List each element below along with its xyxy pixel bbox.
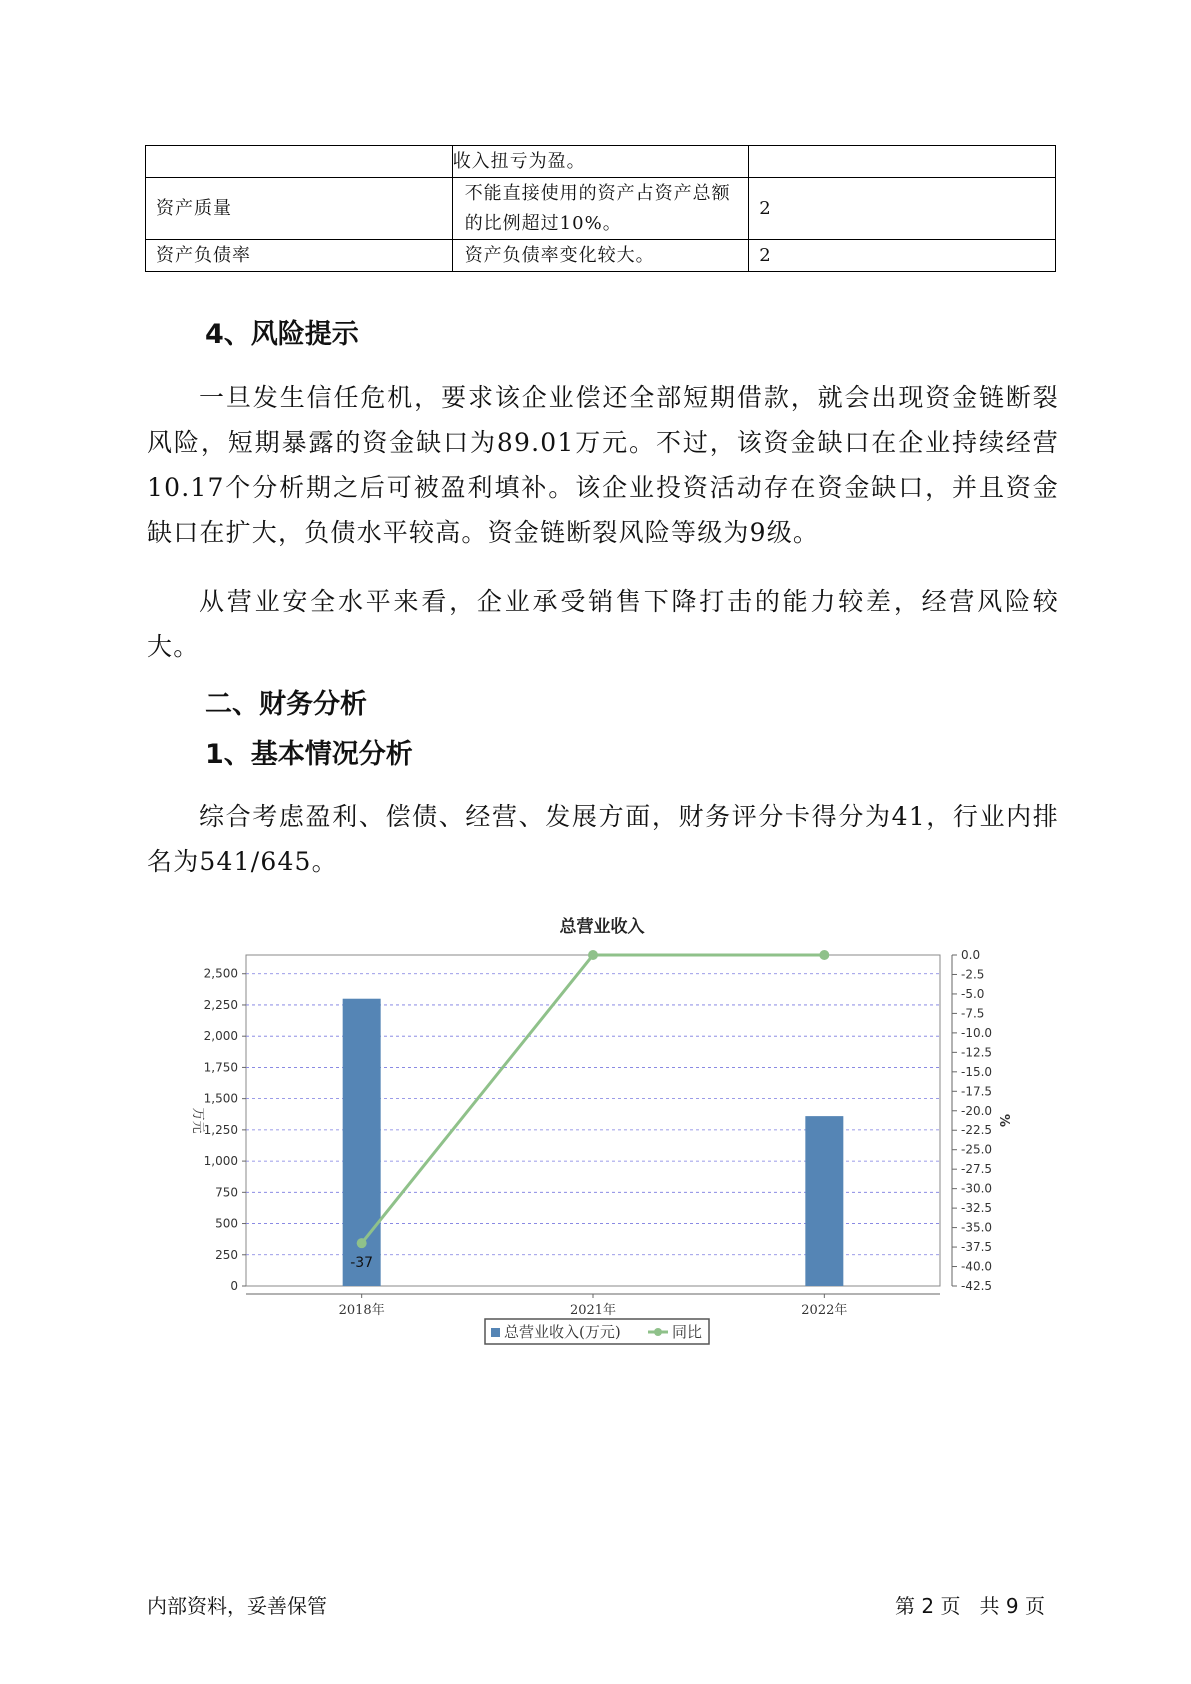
y-tick-label: 250 [215, 1247, 238, 1262]
y2-tick-label: -25.0 [961, 1142, 993, 1157]
point-yoy-2021年 [588, 950, 598, 960]
table-cell-desc-text: 不能直接使用的资产占资产总额的比例超过10%。 [464, 182, 731, 234]
y2-tick-label: -27.5 [961, 1162, 993, 1177]
x-tick-label: 2022年 [801, 1303, 848, 1318]
bar-revenue-2022年 [805, 1116, 843, 1286]
table-row [146, 240, 1056, 272]
table-cell-item [146, 146, 453, 178]
risk-heading: 4、风险提示 [205, 319, 359, 350]
risk-paragraph-2: 从营业安全水平来看，企业承受销售下降打击的能力较差，经营风险较大。 [147, 587, 1059, 661]
y2-tick-label: -10.0 [961, 1025, 993, 1040]
y-tick-label: 0 [230, 1279, 238, 1293]
chart-title: 总营业收入 [559, 917, 645, 937]
y2-tick-label: -15.0 [961, 1064, 993, 1079]
table-cell-desc-text: 资产负债率变化较大。 [464, 244, 655, 266]
y2-axis-label: % [996, 1113, 1011, 1128]
x-tick-label: 2021年 [569, 1303, 617, 1318]
y2-tick-label: -17.5 [961, 1084, 993, 1099]
y2-tick-label: -2.5 [961, 967, 985, 982]
y2-tick-label: -40.0 [961, 1259, 993, 1274]
table-cell-desc [452, 178, 749, 240]
risk-items-table [145, 145, 1056, 272]
point-yoy-2018年 [357, 1238, 367, 1248]
y-tick-label: 1,250 [203, 1122, 238, 1137]
y2-tick-label: -30.0 [961, 1181, 993, 1196]
y-tick-label: 1,500 [203, 1091, 238, 1106]
table-row [146, 146, 1056, 178]
y-tick-label: 1,000 [203, 1154, 238, 1169]
table-cell-item: 资产负债率 [146, 240, 453, 272]
y-axis-label: 万元 [190, 1107, 205, 1134]
y-tick-label: 750 [215, 1185, 238, 1200]
y-tick-label: 2,000 [203, 1029, 238, 1044]
table-row [146, 178, 1056, 240]
footer-page-number: 第 2 页 共 9 页 [895, 1594, 1045, 1618]
risk-paragraph-1: 一旦发生信任危机，要求该企业偿还全部短期借款，就会出现资金链断裂风险，短期暴露的资金缺口为89.01万元。不过，该资金缺口在企业持续经营 10.17个分析期之后可被盈利填补。该企业投资活动存在资金缺口，并且资金缺口在扩大，负债水平较高。资金链断裂风险等级为9级。 [147, 383, 1059, 547]
y2-tick-label: -35.0 [961, 1220, 993, 1235]
legend-label-revenue: 总营业收入(万元) [504, 1323, 621, 1341]
table-cell-score: 2 [749, 240, 1056, 272]
basic-analysis-heading: 1、基本情况分析 [205, 739, 413, 770]
revenue-chart [170, 900, 1030, 1370]
y-tick-label: 2,500 [203, 966, 238, 981]
y2-tick-label: -20.0 [961, 1103, 993, 1118]
legend-swatch-yoy-dot [654, 1328, 662, 1336]
y2-tick-label: -32.5 [961, 1201, 993, 1216]
point-yoy-2022年 [819, 950, 829, 960]
y2-tick-label: 0.0 [961, 948, 981, 962]
table-cell-desc: 收入扭亏为盈。 [452, 146, 749, 178]
y2-tick-label: -12.5 [961, 1045, 993, 1060]
x-tick-label: 2018年 [338, 1303, 385, 1318]
y2-tick-label: -5.0 [961, 986, 985, 1001]
y2-tick-label: -7.5 [961, 1006, 985, 1021]
basic-analysis-paragraph: 综合考虑盈利、偿债、经营、发展方面，财务评分卡得分为41，行业内排名为541/645。 [147, 802, 1059, 876]
y2-tick-label: -22.5 [961, 1123, 993, 1138]
table-cell-desc [452, 240, 749, 272]
table-cell-score: 2 [749, 178, 1056, 240]
finance-heading: 二、财务分析 [205, 689, 367, 720]
data-label-yoy: -37 [350, 1255, 374, 1272]
legend-label-yoy: 同比 [672, 1323, 703, 1341]
y-tick-label: 500 [215, 1216, 238, 1231]
table-cell-item: 资产质量 [146, 178, 453, 240]
table-cell-score [749, 146, 1056, 178]
y-tick-label: 1,750 [203, 1060, 238, 1075]
legend-swatch-revenue [491, 1328, 500, 1337]
y2-tick-label: -42.5 [961, 1279, 993, 1293]
footer-confidential: 内部资料，妥善保管 [147, 1594, 327, 1618]
y2-tick-label: -37.5 [961, 1240, 993, 1255]
y-tick-label: 2,250 [203, 997, 238, 1012]
